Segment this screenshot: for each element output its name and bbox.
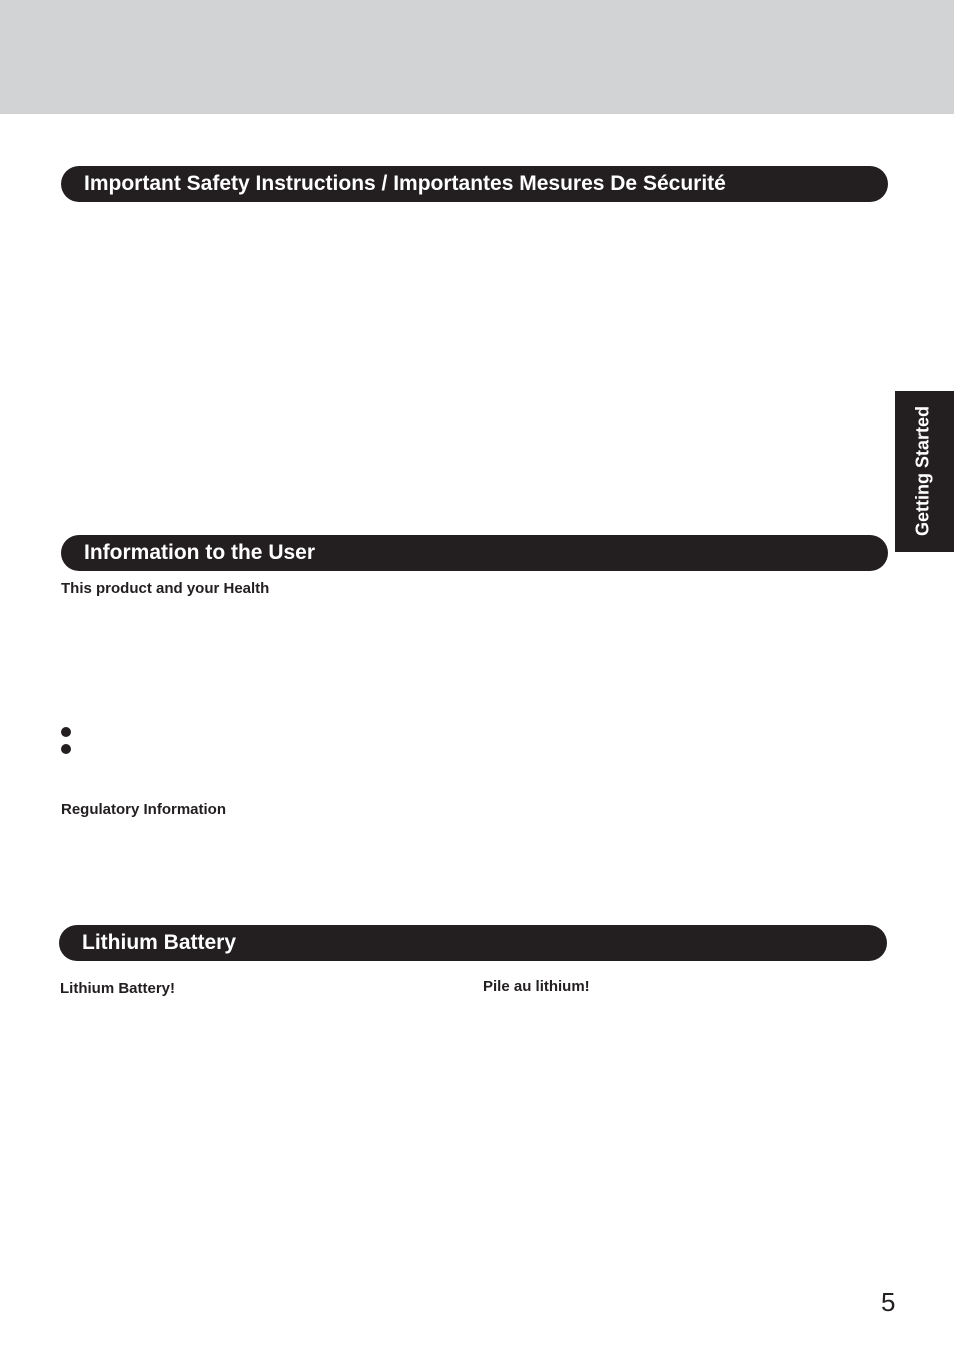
subheading-regulatory-information: Regulatory Information (61, 801, 227, 818)
header-band (0, 0, 954, 114)
subheading-lithium-battery-french: Pile au lithium! (483, 978, 590, 995)
bullet-point (61, 727, 71, 737)
page-number: 5 (881, 1287, 896, 1317)
subheading-product-health: This product and your Health (61, 580, 270, 597)
bullet-point (61, 744, 71, 754)
section-title: Lithium Battery (82, 931, 237, 954)
subheading-lithium-battery-english: Lithium Battery! (60, 980, 176, 997)
side-tab-getting-started (895, 391, 954, 552)
section-header-lithium-battery (59, 925, 887, 961)
section-title: Information to the User (84, 541, 316, 564)
side-tab-label: Getting Started (912, 406, 933, 537)
section-title: Important Safety Instructions / Importantes Mesures De Sécurité (84, 172, 726, 195)
section-header-information-to-user (61, 535, 888, 571)
section-header-safety-instructions (61, 166, 888, 202)
